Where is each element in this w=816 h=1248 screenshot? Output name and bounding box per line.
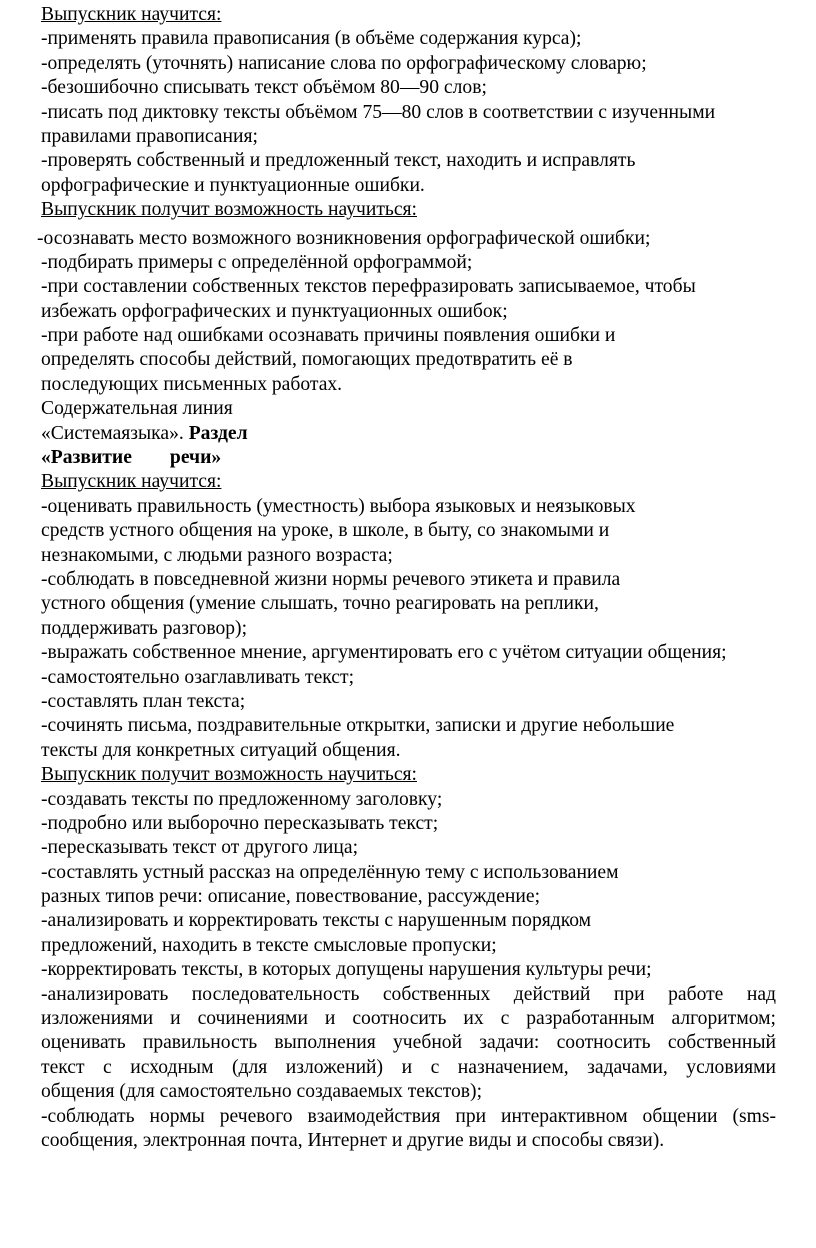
section-name-part1: «Развитие	[41, 447, 132, 469]
section-name-part2: речи»	[169, 447, 222, 469]
list-item: -осознавать место возможного возникновения орфографической ошибки;	[37, 227, 651, 249]
list-item: тексты для конкретных ситуаций общения.	[41, 739, 401, 761]
list-item: незнакомыми, с людьми разного возраста;	[41, 544, 393, 566]
list-item: -соблюдать нормы речевого взаимодействия при интерактивном общении (sms-	[41, 1105, 776, 1127]
heading-opportunity-1: Выпускник получит возможность научиться:	[41, 199, 417, 221]
list-item: избежать орфографических и пунктуационных ошибок;	[41, 300, 508, 322]
list-item: -определять (уточнять) написание слова по орфографическому словарю;	[41, 52, 647, 74]
document-page	[37, 3, 781, 1153]
list-item: -подбирать примеры с определённой орфограммой;	[41, 251, 473, 273]
list-item: разных типов речи: описание, повествование, рассуждение;	[41, 886, 541, 908]
list-item: -безошибочно списывать текст объёмом 80—90 слов;	[41, 77, 487, 99]
list-item: -сочинять письма, поздравительные открытки, записки и другие небольшие	[41, 715, 675, 737]
list-item: -корректировать тексты, в которых допущены нарушения культуры речи;	[41, 959, 652, 981]
list-item: общения (для самостоятельно создаваемых текстов);	[41, 1081, 483, 1103]
list-item: -соблюдать в повседневной жизни нормы речевого этикета и правила	[41, 568, 621, 590]
list-item: -при составлении собственных текстов перефразировать записываемое, чтобы	[41, 276, 696, 298]
list-item: -составлять устный рассказ на определённую тему с использованием	[41, 861, 619, 883]
list-item: средств устного общения на уроке, в школе, в быту, со знакомыми и	[41, 520, 610, 542]
section-title-line	[41, 422, 781, 446]
list-item: -самостоятельно озаглавливать текст;	[41, 666, 355, 688]
list-item: -анализировать и корректировать тексты с нарушенным порядком	[41, 910, 592, 932]
list-item: текст с исходным (для изложений) и с назначением, задачами, условиями	[41, 1056, 776, 1078]
heading-learns-1: Выпускник научится:	[41, 4, 222, 25]
list-item: -выражать собственное мнение, аргументировать его с учётом ситуации общения;	[41, 642, 727, 664]
list-item: поддерживать разговор);	[41, 617, 248, 639]
list-item: -оценивать правильность (уместность) выбора языковых и неязыковых	[41, 495, 636, 517]
list-item: последующих письменных работах.	[41, 373, 343, 395]
list-item: правилами правописания;	[41, 125, 258, 147]
list-item: предложений, находить в тексте смысловые пропуски;	[41, 934, 497, 956]
list-item: -пересказывать текст от другого лица;	[41, 837, 359, 859]
content-line-label: Содержательная линия	[41, 398, 233, 420]
list-item: -подробно или выборочно пересказывать текст;	[41, 812, 439, 834]
list-item: -при работе над ошибками осознавать причины появления ошибки и	[41, 325, 616, 347]
list-item: -анализировать последовательность собственных действий при работе над	[41, 983, 776, 1005]
section-label: Раздел	[188, 422, 248, 444]
list-item: устного общения (умение слышать, точно реагировать на реплики,	[41, 593, 599, 615]
list-item: -применять правила правописания (в объёме содержания курса);	[41, 28, 582, 50]
section-system-label: «Системаязыка».	[41, 422, 184, 444]
list-item: оценивать правильность выполнения учебной задачи: соотносить собственный	[41, 1032, 776, 1054]
list-item: -составлять план текста;	[41, 690, 246, 712]
list-item: -проверять собственный и предложенный текст, находить и исправлять	[41, 150, 636, 172]
list-item: изложениями и сочинениями и соотносить их с разработанным алгоритмом;	[41, 1008, 776, 1030]
list-item: сообщения, электронная почта, Интернет и другие виды и способы связи).	[41, 1129, 665, 1151]
list-item: орфографические и пунктуационные ошибки.	[41, 174, 425, 196]
section-name	[41, 446, 781, 470]
list-item: -писать под диктовку тексты объёмом 75—80 слов в соответствии с изученными	[41, 101, 716, 123]
list-item: -создавать тексты по предложенному заголовку;	[41, 788, 443, 810]
heading-opportunity-2: Выпускник получит возможность научиться:	[41, 764, 417, 786]
heading-learns-2: Выпускник научится:	[41, 471, 222, 493]
list-item: определять способы действий, помогающих предотвратить её в	[41, 349, 573, 371]
